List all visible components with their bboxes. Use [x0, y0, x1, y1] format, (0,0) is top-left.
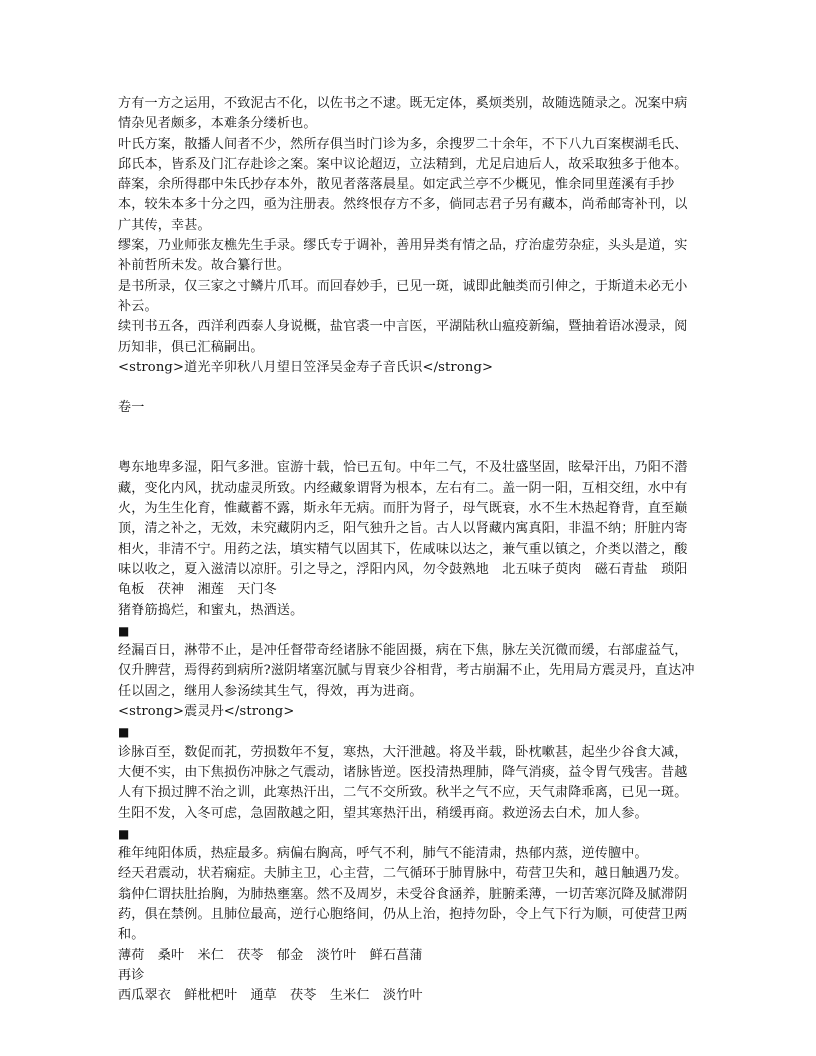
preface-paragraph: 叶氏方案，散播人间者不少，然所存俱当时门诊为多，余搜罗二十余年，不下八九百案楔湖毛氏、邱氏本，皆系及门汇存赴诊之案。案中议论超迈，立法精到，尤足启迪后人，故采取独多于他本。: [118, 136, 688, 172]
case-intro: 稚年纯阳体质，热症最多。病偏右胸高，呼气不利，肺气不能清肃，热郁内蒸，逆传膻中。: [118, 846, 648, 862]
spacer: [118, 418, 698, 458]
preface-paragraph: 薛案，余所得郡中朱氏抄存本外，散见者落落晨星。如定武兰亭不少概见，惟余同里莲溪有手抄本，较朱本多十分之四，亟为注册表。然终恨存方不多，倘同志君子另有藏本，尚希邮寄补刊，以广其传，幸甚。: [118, 177, 688, 233]
preface-signature: <strong>道光辛卯秋八月望日笠泽吴金寿子音氏识</strong>: [118, 359, 494, 375]
case-marker: ■: [118, 725, 130, 740]
preface-paragraph: 方有一方之运用，不致泥古不化，以佐书之不逮。既无定体，奚烦类别，故随选随录之。况案中病情杂见者颇多，本难条分缕析也。: [118, 96, 688, 132]
case-text: 诊脉百至，数促而芤，劳损数年不复，寒热，大汗泄越。将及半载，卧枕嗽甚，起坐少谷食大减，大便不实，由下焦损伤冲脉之气震动，诸脉皆逆。医投清热理肺，降气消痰，益令胃气残害。昔越人有下损过脾不治之训，此寒热汗出，二气不交所致。秋半之气不应，天气肃降乖离，已见一斑。生阳不发，入冬可虑，急固散越之阳，望其寒热汗出，稍缓再商。救逆汤去白术，加人参。: [118, 744, 688, 821]
case-marker: ■: [118, 826, 130, 841]
case-revisit-label: 再诊: [118, 967, 145, 983]
preface-paragraph: 是书所录，仅三家之寸鳞片爪耳。而回春妙手，已见一斑，诚即此触类而引伸之，于斯道未必无小补云。: [118, 278, 688, 314]
case-preparation: 猪脊筋捣烂，和蜜丸，热酒送。: [118, 602, 304, 618]
case-text: 经天君震动，状若痫症。夫肺主卫，心主营，二气循环于肺胃脉中，苟营卫失和，越日触遇乃发。翁仲仁谓扶肚抬胸，为肺热壅塞。然不及周岁，未受谷食涵养，脏腑柔薄，一切苦寒沉降及腻滞阴药，俱在禁例。且肺位最高，逆行心胞络间，仍从上治，抱持勿卧，令上气下行为顺，可使营卫两和。: [118, 866, 688, 943]
case-text: 经漏百日，淋带不止，是冲任督带奇经诸脉不能固摄，病在下焦，脉左关沉微而缓，右部虚益气，仅升脾营，焉得药到病所?滋阴堵塞沉腻与胃衰少谷相背，考古崩漏不止，先用局方震灵丹，直达冲任以固之，继用人参汤续其生气，得效，再为进商。: [118, 643, 695, 699]
case-text: 粤东地卑多湿，阳气多泄。宦游十载，恰已五旬。中年二气，不及壮盛坚固，眩晕汗出，乃阳不潜藏，变化内风，扰动虚灵所致。内经藏象谓肾为根本，左右有二。盖一阴一阳，互相交纽，水中有火，为生生化育，惟藏蓄不露，斯永年无病。而肝为肾子，母气既衰，水不生木热起脊背，直至巅顶，清之补之，无效，未究藏阴内乏，阳气独升之旨。古人以肾藏内寓真阳，非温不纳；肝脏内寄相火，非清不宁。用药之法，填实精气以固其下，佐咸味以达之，兼气重以镇之，介类以潜之，酸味以收之，夏入滋清以凉肝。引之导之，浮阳内风，勿令鼓熟地 北五味子萸肉 磁石青盐 琐阳 龟板 茯神 湘莲 天门冬: [118, 460, 701, 598]
case-formula: 薄荷 桑叶 米仁 茯苓 郁金 淡竹叶 鲜石菖蒲: [118, 947, 423, 963]
case-formula: <strong>震灵丹</strong>: [118, 704, 295, 720]
case-formula: 西瓜翠衣 鲜枇杷叶 通草 茯苓 生米仁 淡竹叶: [118, 988, 423, 1004]
spacer: [118, 378, 698, 398]
preface-paragraph: 续刊书五各，西洋利西泰人身说概，盐官裘一中言医，平湖陆秋山瘟疫新编，暨抽着语冰漫录，阅历知非，俱已汇稿嗣出。: [118, 319, 688, 355]
preface-paragraph: 缪案，乃业师张友樵先生手录。缪氏专于调补，善用异类有情之品，疗治虚劳杂症，头头是道，实补前哲所未发。故合纂行世。: [118, 238, 688, 274]
case-marker: ■: [118, 623, 130, 638]
volume-title: 卷一: [118, 400, 145, 416]
